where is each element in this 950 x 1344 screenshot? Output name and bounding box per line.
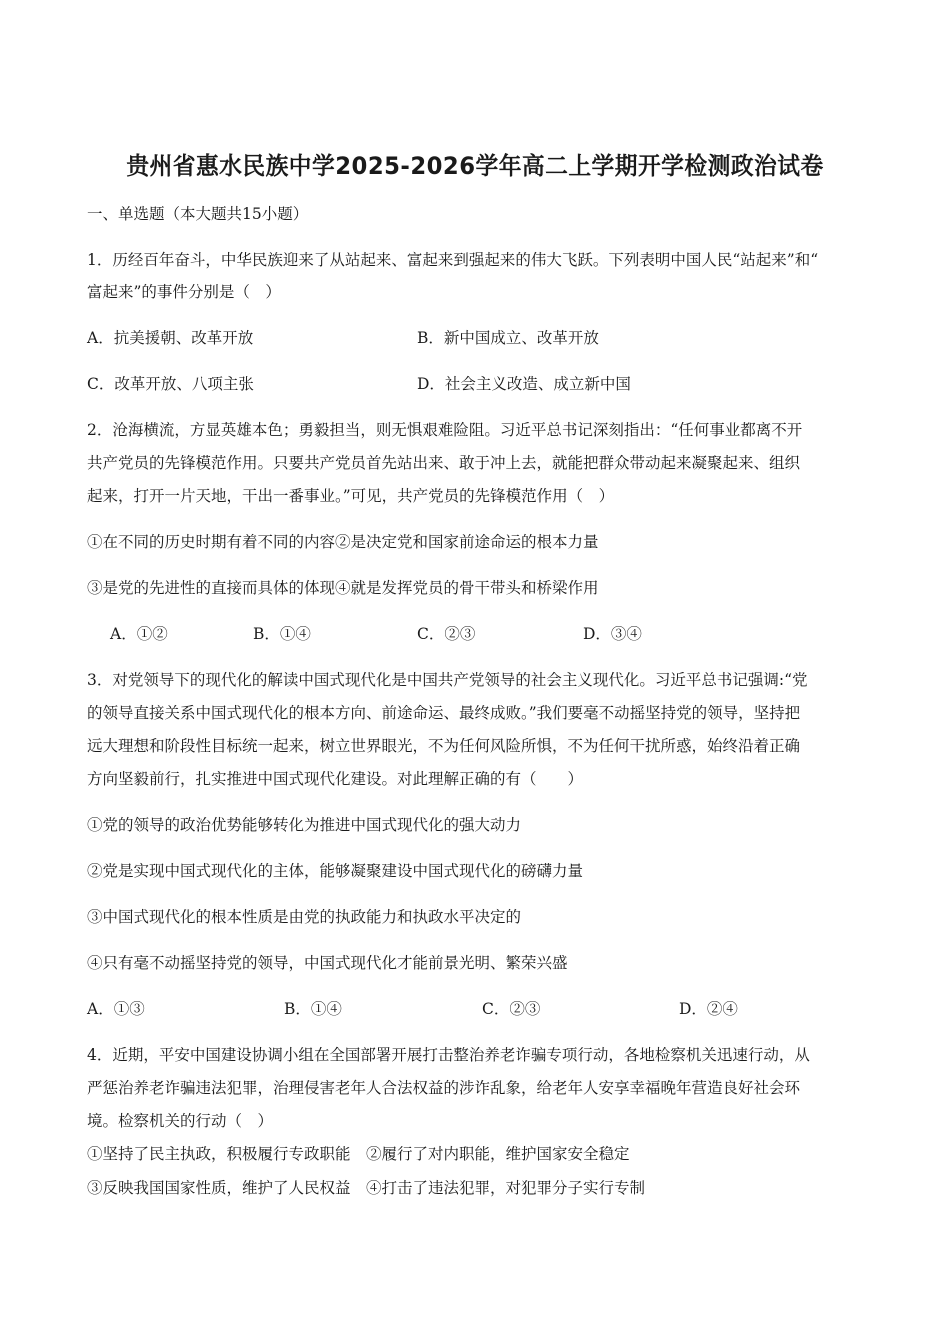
q3-option-d: D．②④ [679,1000,738,1018]
q2-option-b: B．①④ [253,625,311,643]
q3-option-a: A．①③ [87,1000,145,1018]
q3-stem-line-1: 3．对党领导下的现代化的解读中国式现代化是中国共产党领导的社会主义现代化。习近平总书记强调:“党 [87,671,808,689]
q3-statement-3: ③中国式现代化的根本性质是由党的执政能力和执政水平决定的 [87,908,522,926]
q3-option-b: B．①④ [284,1000,342,1018]
q1-option-c: C．改革开放、八项主张 [87,375,254,393]
q4-stem-line-1: 4．近期，平安中国建设协调小组在全国部署开展打击整治养老诈骗专项行动，各地检察机关迅速行动，从 [87,1046,810,1064]
q4-statement-row-2: ③反映我国国家性质，维护了人民权益 ④打击了违法犯罪，对犯罪分子实行专制 [87,1179,646,1197]
q3-statement-2: ②党是实现中国式现代化的主体，能够凝聚建设中国式现代化的磅礴力量 [87,862,584,880]
q3-option-c: C．②③ [482,1000,541,1018]
q3-stem-line-4: 方向坚毅前行，扎实推进中国式现代化建设。对此理解正确的有（ ） [87,770,584,788]
q2-option-c: C．②③ [417,625,476,643]
q3-stem-line-2: 的领导直接关系中国式现代化的根本方向、前途命运、最终成败。”我们要毫不动摇坚持党的领导，坚持把 [87,704,801,722]
q2-stem-line-1: 2．沧海横流，方显英雄本色；勇毅担当，则无惧艰难险阻。习近平总书记深刻指出：“任何事业都离不开 [87,421,803,439]
q3-statement-4: ④只有毫不动摇坚持党的领导，中国式现代化才能前景光明、繁荣兴盛 [87,954,568,972]
q3-stem-line-3: 远大理想和阶段性目标统一起来，树立世界眼光，不为任何风险所惧，不为任何干扰所惑，始终沿着正确 [87,737,801,755]
q2-statement-1: ①在不同的历史时期有着不同的内容②是决定党和国家前途命运的根本力量 [87,533,599,551]
exam-title: 贵州省惠水民族中学2025-2026学年高二上学期开学检测政治试卷 [126,152,824,180]
q2-stem-line-2: 共产党员的先锋模范作用。只要共产党员首先站出来、敢于冲上去，就能把群众带动起来凝聚起来、组织 [87,454,801,472]
q1-stem-line-1: 1．历经百年奋斗，中华民族迎来了从站起来、富起来到强起来的伟大飞跃。下列表明中国人民“站起来”和“ [87,251,819,269]
q4-stem-line-3: 境。检察机关的行动（ ） [87,1112,274,1130]
section-heading: 一、单选题（本大题共15小题） [87,205,309,223]
q2-statement-2: ③是党的先进性的直接而具体的体现④就是发挥党员的骨干带头和桥梁作用 [87,579,599,597]
q2-option-d: D．③④ [583,625,642,643]
q2-stem-line-3: 起来，打开一片天地，干出一番事业。”可见，共产党员的先锋模范作用（ ） [87,487,615,505]
q1-option-b: B．新中国成立、改革开放 [417,329,599,347]
q1-stem-line-2: 富起来”的事件分别是（ ） [87,283,281,301]
q4-statement-row-1: ①坚持了民主执政，积极履行专政职能 ②履行了对内职能，维护国家安全稳定 [87,1145,630,1163]
q2-option-a: A．①② [110,625,168,643]
q4-stem-line-2: 严惩治养老诈骗违法犯罪，治理侵害老年人合法权益的涉诈乱象，给老年人安享幸福晚年营造良好社会环 [87,1079,801,1097]
q1-option-d: D．社会主义改造、成立新中国 [417,375,631,393]
q1-option-a: A．抗美援朝、改革开放 [87,329,254,347]
q3-statement-1: ①党的领导的政治优势能够转化为推进中国式现代化的强大动力 [87,816,522,834]
